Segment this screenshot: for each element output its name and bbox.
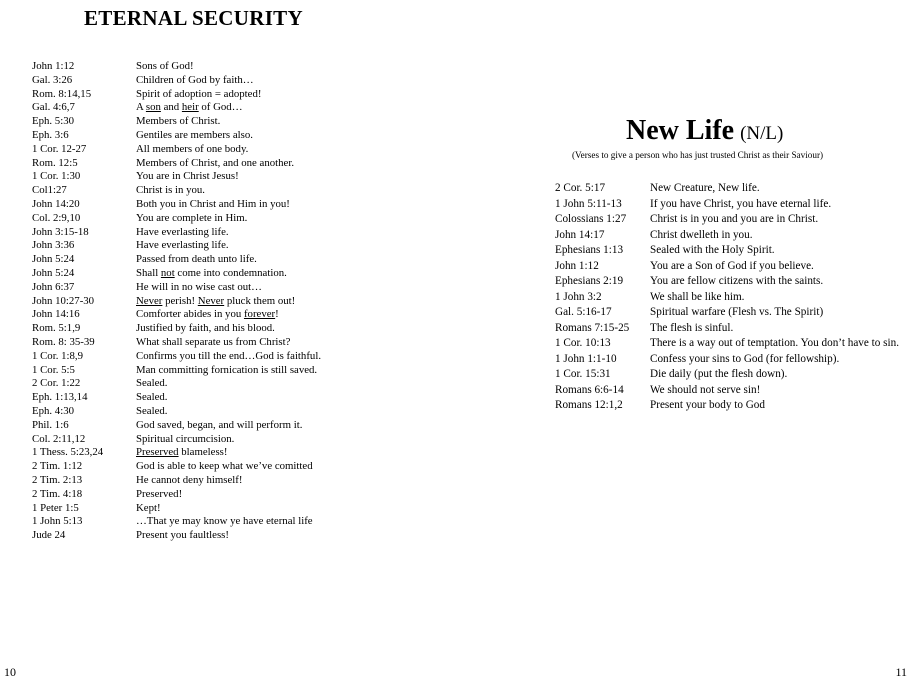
left-page <box>0 0 456 682</box>
verse-summary <box>136 377 167 391</box>
verse-summary <box>136 405 167 419</box>
verse-reference: 1 Cor. 10:13 <box>555 337 611 349</box>
verse-summary-emphasis: Never <box>197 294 225 307</box>
verse-reference: Colossians 1:27 <box>555 213 627 225</box>
verse-summary-text: Comforter abides in you <box>136 308 244 321</box>
verse-reference: 2 Tim. 2:13 <box>32 473 83 486</box>
verse-summary-text: Gentiles are members also. <box>136 128 253 141</box>
verse-reference: Phil. 1:6 <box>32 418 69 431</box>
verse-row <box>32 74 321 88</box>
verse-summary <box>136 488 182 502</box>
verse-reference: Romans 12:1,2 <box>555 399 623 411</box>
verse-summary <box>136 460 313 474</box>
verse-reference: Eph. 3:6 <box>32 128 69 141</box>
verse-summary <box>136 170 239 184</box>
new-life-heading: New Life <box>626 115 735 146</box>
verse-summary-text: Both you in Christ and Him in you! <box>136 197 290 210</box>
verse-summary-text: You are in Christ Jesus! <box>136 170 239 183</box>
verse-reference: Col1:27 <box>32 184 67 197</box>
verse-row <box>32 529 321 543</box>
verse-row <box>555 274 900 290</box>
verse-summary-text: What shall separate us from Christ? <box>136 335 291 348</box>
new-life-subtitle: (Verses to give a person who has just trusted Christ as their Saviour) <box>572 150 824 160</box>
verse-summary <box>136 115 220 129</box>
verse-row <box>32 88 321 102</box>
verse-summary: There is a way out of temptation. You don’t have to sin. <box>650 337 899 349</box>
verse-row <box>555 305 900 321</box>
verse-summary-text: Members of Christ, and one another. <box>136 156 295 169</box>
verse-summary-text: Christ is in you. <box>136 184 205 197</box>
verse-summary <box>136 212 247 226</box>
verse-row <box>555 336 900 352</box>
page-number-right: 11 <box>895 665 907 679</box>
verse-summary-emphasis: son <box>145 101 161 114</box>
verse-summary-text: and <box>160 101 182 114</box>
new-life-abbreviation: (N/L) <box>740 123 784 144</box>
verse-row <box>32 212 321 226</box>
verse-row <box>555 290 900 306</box>
verse-summary-text: God saved, began, and will perform it. <box>136 418 303 431</box>
verse-summary-text: Members of Christ. <box>136 115 221 128</box>
verse-summary-text: Confirms you till the end…God is faithful. <box>136 349 322 362</box>
verse-summary-text: pluck them out! <box>224 294 296 307</box>
verse-row <box>32 391 321 405</box>
verse-summary-text: …That ye may know ye have eternal life <box>136 515 313 528</box>
verse-row <box>555 212 900 228</box>
verse-summary-text: Sealed. <box>136 377 168 390</box>
verse-reference: John 6:37 <box>32 280 75 293</box>
verse-summary <box>136 157 294 171</box>
verse-reference: Gal. 5:16-17 <box>555 306 612 318</box>
verse-summary <box>136 322 275 336</box>
verse-summary-text: Spirit of adoption = adopted! <box>136 87 262 100</box>
verse-row <box>555 181 900 197</box>
verse-summary <box>136 60 194 74</box>
verse-reference: Col. 2:11,12 <box>32 432 86 445</box>
verse-summary: Sealed with the Holy Spirit. <box>650 244 775 256</box>
verse-row <box>32 460 321 474</box>
verse-summary-emphasis: Never <box>136 294 163 307</box>
verse-reference: Jude 24 <box>32 529 66 542</box>
verse-summary-text: Sons of God! <box>136 60 194 72</box>
verse-reference: 2 Tim. 4:18 <box>32 487 83 500</box>
verse-summary: You are a Son of God if you believe. <box>650 259 814 272</box>
eternal-security-verse-list <box>32 60 321 543</box>
verse-reference: 1 Cor. 5:5 <box>32 363 75 376</box>
verse-row <box>32 267 321 281</box>
verse-summary-text: Preserved! <box>136 487 183 500</box>
verse-summary: We should not serve sin! <box>650 383 761 396</box>
verse-summary-text: Passed from death unto life. <box>136 253 257 266</box>
verse-summary-text: He will in no wise cast out… <box>136 280 262 293</box>
verse-row <box>32 377 321 391</box>
verse-summary-text: He cannot deny himself! <box>136 473 243 486</box>
verse-summary <box>136 239 229 253</box>
page-number-left: 10 <box>4 665 16 679</box>
verse-summary-text: God is able to keep what we’ve comitted <box>136 460 313 473</box>
verse-row <box>32 419 321 433</box>
verse-reference: 1 Cor. 12-27 <box>32 142 87 155</box>
verse-summary: Christ dwelleth in you. <box>650 228 753 241</box>
verse-summary-text: blameless! <box>178 446 228 459</box>
verse-summary-text: of God… <box>198 101 243 114</box>
verse-reference: Eph. 1:13,14 <box>32 391 88 404</box>
verse-row <box>32 170 321 184</box>
verse-reference: John 3:36 <box>32 239 75 252</box>
verse-summary <box>136 253 257 267</box>
verse-row <box>32 474 321 488</box>
verse-summary-text: Justified by faith, and his blood. <box>136 322 275 335</box>
verse-reference: Ephesians 2:19 <box>555 275 624 287</box>
verse-reference: John 1:12 <box>555 259 599 272</box>
verse-summary <box>136 308 279 322</box>
verse-reference: Romans 6:6-14 <box>555 383 624 396</box>
verse-row <box>32 60 321 74</box>
verse-summary <box>136 88 261 102</box>
verse-reference: 1 John 1:1-10 <box>555 352 617 365</box>
verse-summary <box>136 129 253 143</box>
verse-summary <box>136 529 229 543</box>
verse-reference: 1 Thess. 5:23,24 <box>32 446 104 459</box>
verse-row <box>32 322 321 336</box>
verse-summary-text: All members of one body. <box>136 142 249 155</box>
verse-reference: 2 Tim. 1:12 <box>32 460 83 473</box>
verse-summary <box>136 502 161 516</box>
verse-summary-text: Have everlasting life. <box>136 225 229 238</box>
verse-row <box>32 101 321 115</box>
verse-reference: John 10:27-30 <box>32 294 95 307</box>
verse-summary <box>136 350 321 364</box>
verse-reference: 2 Cor. 5:17 <box>555 182 606 194</box>
verse-summary-text: come into condemnation. <box>174 266 287 279</box>
verse-row <box>32 184 321 198</box>
verse-row <box>32 129 321 143</box>
verse-summary <box>136 267 287 281</box>
verse-summary-text: Children of God by faith… <box>136 73 254 86</box>
verse-summary-emphasis: Preserved <box>136 446 179 459</box>
verse-row <box>32 502 321 516</box>
verse-row <box>32 239 321 253</box>
verse-reference: Rom. 5:1,9 <box>32 322 81 335</box>
verse-summary: Die daily (put the flesh down). <box>650 368 788 380</box>
verse-row <box>32 143 321 157</box>
verse-summary <box>136 198 290 212</box>
verse-summary-text: ! <box>275 308 279 321</box>
verse-reference: 1 Cor. 1:30 <box>32 170 81 183</box>
new-life-verse-list <box>555 181 900 414</box>
verse-summary <box>136 433 234 447</box>
verse-summary-text: You are complete in Him. <box>136 211 248 224</box>
verse-summary <box>136 474 242 488</box>
verse-reference: John 5:24 <box>32 266 75 279</box>
verse-reference: Gal. 3:26 <box>32 73 73 86</box>
verse-row <box>555 259 900 275</box>
verse-row <box>32 364 321 378</box>
verse-row <box>555 352 900 368</box>
verse-summary <box>136 143 248 157</box>
verse-reference: John 1:12 <box>32 60 75 72</box>
verse-row <box>32 253 321 267</box>
verse-summary-text: Spiritual circumcision. <box>136 432 235 445</box>
verse-reference: John 3:15-18 <box>32 225 89 238</box>
verse-row <box>555 243 900 259</box>
verse-summary <box>136 184 205 198</box>
verse-row <box>32 308 321 322</box>
verse-summary <box>136 226 229 240</box>
verse-reference: 1 Cor. 1:8,9 <box>32 349 83 362</box>
verse-reference: 1 John 3:2 <box>555 290 602 303</box>
verse-summary <box>136 74 254 88</box>
verse-row <box>32 295 321 309</box>
verse-summary-text: Man committing fornication is still saved. <box>136 363 318 376</box>
verse-row <box>555 321 900 337</box>
verse-summary <box>136 446 227 460</box>
verse-summary <box>136 515 313 529</box>
verse-summary: Present your body to God <box>650 399 765 411</box>
verse-summary <box>136 295 295 309</box>
verse-reference: Rom. 8: 35-39 <box>32 335 95 348</box>
verse-reference: John 5:24 <box>32 253 75 266</box>
verse-row <box>32 336 321 350</box>
right-page <box>456 0 913 682</box>
verse-summary: Christ is in you and you are in Christ. <box>650 213 819 225</box>
verse-row <box>32 488 321 502</box>
verse-summary <box>136 419 302 433</box>
eternal-security-title: ETERNAL SECURITY <box>84 6 303 30</box>
verse-reference: John 14:17 <box>555 228 605 241</box>
verse-summary-emphasis: not <box>160 266 175 279</box>
verse-row <box>32 198 321 212</box>
verse-reference: 1 Cor. 15:31 <box>555 368 611 380</box>
verse-reference: Ephesians 1:13 <box>555 244 624 256</box>
verse-row <box>555 228 900 244</box>
verse-reference: Eph. 5:30 <box>32 115 74 128</box>
verse-row <box>32 515 321 529</box>
verse-reference: John 14:20 <box>32 197 80 210</box>
verse-reference: Rom. 12:5 <box>32 156 78 169</box>
verse-summary: If you have Christ, you have eternal life. <box>650 197 832 210</box>
verse-row <box>32 226 321 240</box>
verse-reference: John 14:16 <box>32 308 80 321</box>
verse-summary <box>136 281 262 295</box>
verse-summary: Confess your sins to God (for fellowship). <box>650 352 840 365</box>
verse-summary: We shall be like him. <box>650 290 745 303</box>
verse-summary-emphasis: heir <box>181 101 199 114</box>
verse-summary <box>136 101 243 115</box>
verse-summary: Spiritual warfare (Flesh vs. The Spirit) <box>650 306 824 318</box>
verse-summary-emphasis: forever <box>243 308 276 321</box>
verse-reference: Rom. 8:14,15 <box>32 87 92 100</box>
verse-row <box>555 197 900 213</box>
verse-summary-text: Shall <box>136 266 161 279</box>
verse-summary-text: Kept! <box>136 501 161 514</box>
verse-summary-text: Present you faultless! <box>136 529 229 542</box>
verse-row <box>32 350 321 364</box>
verse-row <box>32 115 321 129</box>
verse-reference: 1 Peter 1:5 <box>32 501 79 514</box>
verse-row <box>555 398 900 414</box>
verse-reference: Gal. 4:6,7 <box>32 101 75 114</box>
verse-summary-text: Have everlasting life. <box>136 239 229 252</box>
verse-summary <box>136 336 290 350</box>
verse-row <box>32 446 321 460</box>
new-life-title <box>626 115 783 147</box>
verse-reference: Col. 2:9,10 <box>32 211 81 224</box>
verse-summary-text: Sealed. <box>136 391 168 404</box>
verse-summary: You are fellow citizens with the saints. <box>650 275 824 287</box>
verse-row <box>555 367 900 383</box>
verse-row <box>32 157 321 171</box>
verse-summary: The flesh is sinful. <box>650 321 734 334</box>
verse-row <box>32 405 321 419</box>
verse-summary <box>136 391 167 405</box>
verse-row <box>555 383 900 399</box>
verse-summary <box>136 364 317 378</box>
verse-summary-text: A <box>136 101 146 114</box>
verse-reference: Eph. 4:30 <box>32 404 74 417</box>
verse-summary: New Creature, New life. <box>650 182 760 194</box>
verse-reference: 2 Cor. 1:22 <box>32 377 81 390</box>
verse-reference: 1 John 5:11-13 <box>555 197 622 210</box>
verse-row <box>32 281 321 295</box>
verse-reference: Romans 7:15-25 <box>555 321 630 334</box>
verse-row <box>32 433 321 447</box>
verse-summary-text: Sealed. <box>136 404 168 417</box>
verse-reference: 1 John 5:13 <box>32 515 83 528</box>
verse-summary-text: perish! <box>162 294 198 307</box>
